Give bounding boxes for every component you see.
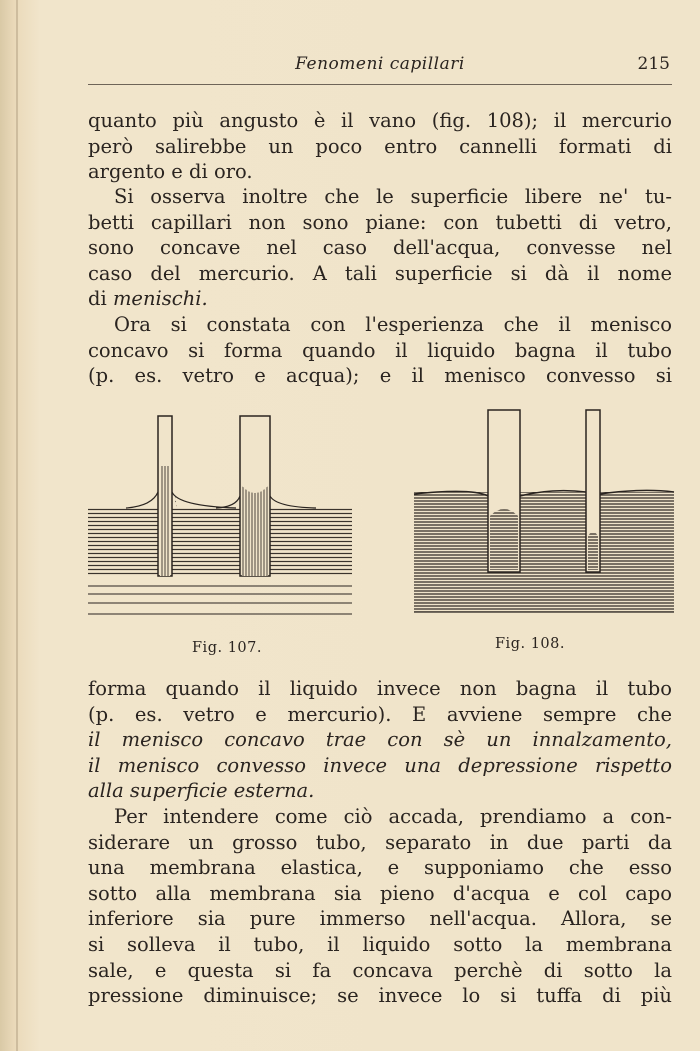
page-gutter	[16, 0, 18, 1051]
outer-meniscus-line	[126, 492, 158, 508]
paragraph-1	[88, 108, 672, 185]
text-line: sale, e questa si fa concava perchè di sotto la	[88, 958, 672, 982]
mercury-body	[414, 492, 674, 612]
text-line: (p. es. vetro e mercurio). E avviene sempre che	[88, 702, 672, 726]
outer-meniscus-line	[216, 496, 240, 508]
text-line: però salirebbe un poco entro cannelli formati di	[88, 134, 672, 158]
figure-107-illustration	[86, 408, 356, 630]
paragraph-3	[88, 312, 672, 389]
term-menischi: menischi.	[112, 287, 208, 311]
outer-meniscus-line	[270, 496, 316, 508]
figure-107-caption: Fig. 107.	[192, 640, 262, 656]
text-line: siderare un grosso tubo, separato in due parti da	[88, 830, 672, 854]
text-line-italic: il menisco concavo trae con sè un innalzamento,	[88, 728, 672, 752]
text-line: si solleva il tubo, il liquido sotto la membrana	[88, 932, 672, 956]
page-number: 215	[637, 54, 670, 74]
text-line: forma quando il liquido invece non bagna il tubo	[88, 677, 672, 700]
text-line: quanto più angusto è il vano (fig. 108); il mercurio	[88, 109, 672, 132]
text-line-italic: alla superficie esterna.	[88, 779, 315, 803]
paragraph-4	[88, 676, 672, 804]
text-line	[88, 286, 672, 312]
page-header	[88, 48, 672, 88]
text-line: una membrana elastica, e supponiamo che esso	[88, 856, 672, 880]
running-title: Fenomeni capillari	[295, 54, 465, 74]
wide-tube-liquid	[242, 486, 268, 576]
narrow-tube-mercury	[588, 532, 598, 570]
text-line: Si osserva inoltre che le superficie libere ne' tu-	[114, 185, 672, 208]
text-run: di	[88, 287, 107, 311]
text-line: betti capillari non sono piane: con tubetti di vetro,	[88, 210, 672, 234]
text-line: concavo si forma quando il liquido bagna il tubo	[88, 338, 672, 362]
text-line: Ora si constata con l'esperienza che il menisco	[114, 313, 672, 336]
text-line: (p. es. vetro e acqua); e il menisco convesso si	[88, 364, 672, 388]
narrow-tube-liquid	[160, 466, 170, 576]
outer-meniscus-line	[172, 492, 236, 508]
text-line: sotto alla membrana sia pieno d'acqua e col capo	[88, 881, 672, 905]
text-line: caso del mercurio. A tali superficie si dà il nome	[88, 261, 672, 285]
text-line-italic: il menisco convesso invece una depressione rispetto	[88, 753, 672, 777]
water-body	[88, 508, 352, 576]
text-line: Per intendere come ciò accada, prendiamo a con-	[114, 805, 672, 828]
paragraph-2	[88, 184, 672, 312]
figure-108-caption: Fig. 108.	[495, 636, 565, 652]
paragraph-5	[88, 804, 672, 1009]
wide-tube-mercury	[490, 509, 518, 570]
text-line: sono concave nel caso dell'acqua, convesse nel	[88, 236, 672, 260]
text-line: pressione diminuisce; se invece lo si tuffa di più	[88, 984, 672, 1008]
text-line: inferiore sia pure immerso nell'acqua. Allora, se	[88, 907, 672, 931]
figure-108-illustration	[412, 404, 676, 616]
text-line: argento e di oro.	[88, 160, 253, 184]
header-rule	[88, 84, 672, 85]
